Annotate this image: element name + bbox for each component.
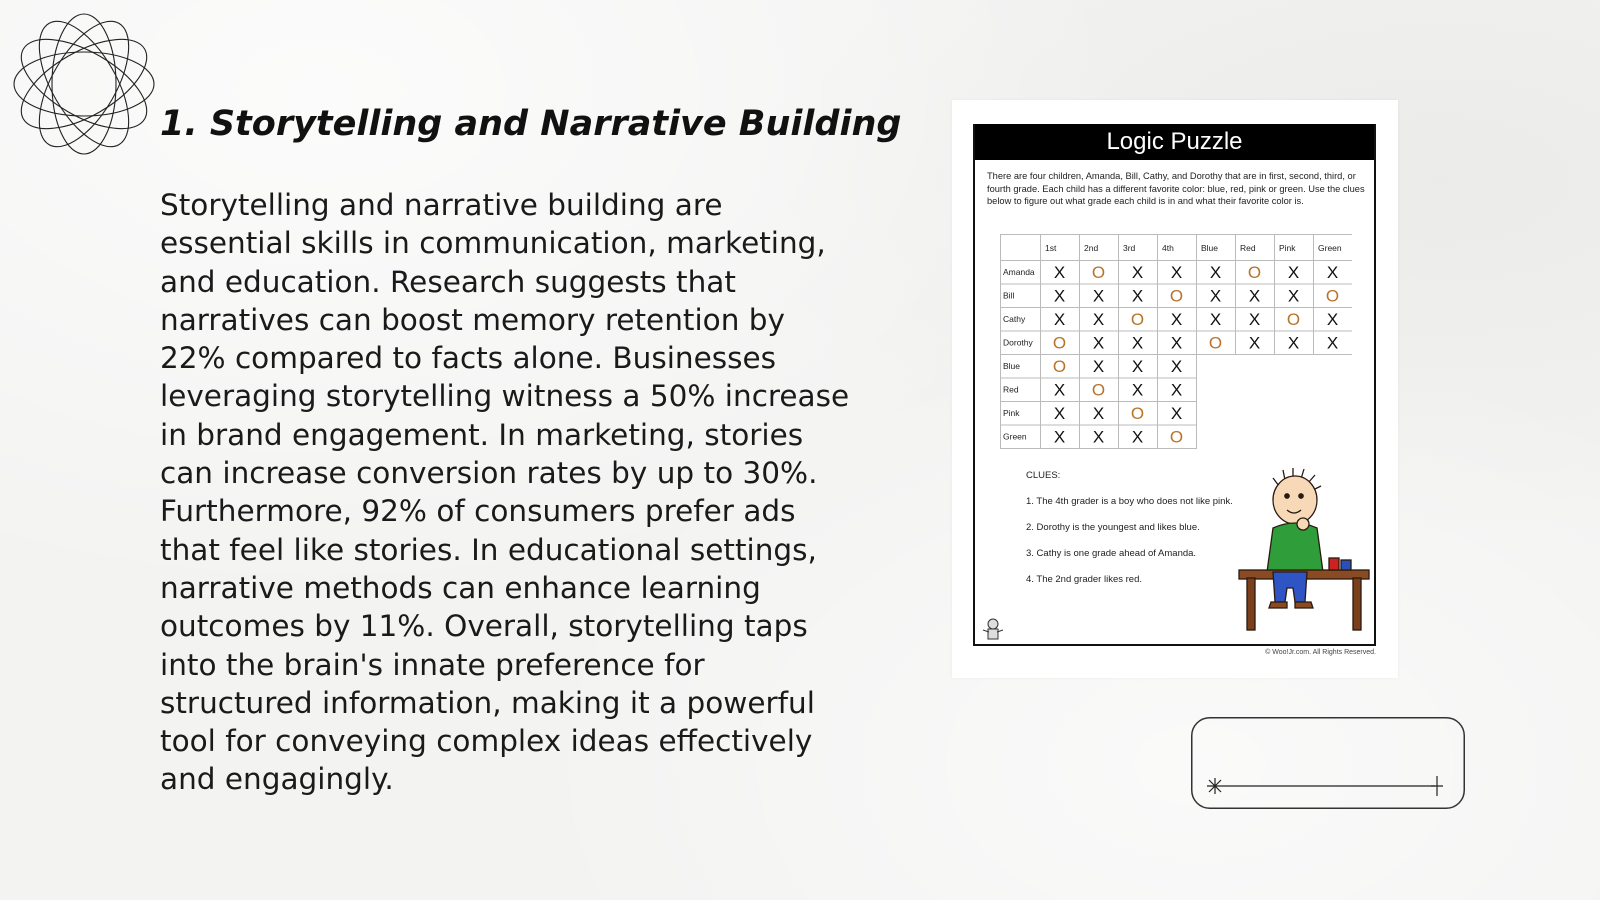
grid-mark-o: O <box>1169 286 1184 306</box>
grid-mark-x: X <box>1287 262 1300 282</box>
logic-puzzle-worksheet-image <box>952 100 1398 678</box>
grid-row-label: Blue <box>1003 361 1021 371</box>
grid-mark-o: O <box>1091 380 1106 400</box>
grid-mark-x: X <box>1092 427 1105 447</box>
grid-mark-x: X <box>1053 309 1066 329</box>
grid-mark-o: O <box>1130 309 1145 329</box>
grid-mark-o: O <box>1247 262 1262 282</box>
grid-mark-x: X <box>1170 333 1183 353</box>
clues-title: CLUES: <box>1026 470 1061 481</box>
grid-mark-o: O <box>1091 262 1106 282</box>
grid-mark-x: X <box>1092 403 1105 423</box>
grid-mark-x: X <box>1170 380 1183 400</box>
cartoon-child-at-desk-illustration <box>1237 464 1371 634</box>
grid-mark-o: O <box>1052 356 1067 376</box>
grid-mark-o: O <box>1169 427 1184 447</box>
star-point-icon <box>1431 776 1443 796</box>
grid-mark-x: X <box>1131 427 1144 447</box>
grid-column-header: 3rd <box>1123 243 1136 253</box>
grid-mark-x: X <box>1170 309 1183 329</box>
grid-mark-x: X <box>1131 286 1144 306</box>
grid-mark-x: X <box>1053 427 1066 447</box>
decorative-rounded-box <box>1191 717 1465 809</box>
grid-mark-o: O <box>1130 403 1145 423</box>
grid-mark-o: O <box>1208 333 1223 353</box>
grid-column-header: Green <box>1318 243 1342 253</box>
grid-mark-x: X <box>1287 286 1300 306</box>
slide-title: 1. Storytelling and Narrative Building <box>160 104 902 144</box>
grid-mark-x: X <box>1092 333 1105 353</box>
grid-row-label: Dorothy <box>1003 337 1033 348</box>
grid-column-header: Blue <box>1201 243 1219 253</box>
grid-mark-x: X <box>1131 356 1144 376</box>
small-mascot-icon <box>979 616 1007 644</box>
worksheet-border <box>973 124 1376 646</box>
grid-mark-o: O <box>1052 333 1067 353</box>
grid-mark-x: X <box>1170 262 1183 282</box>
grid-mark-x: X <box>1248 309 1261 329</box>
grid-mark-x: X <box>1170 356 1183 376</box>
grid-column-header: 4th <box>1162 243 1174 253</box>
grid-mark-x: X <box>1326 262 1339 282</box>
clue-item: 2. Dorothy is the youngest and likes blue. <box>1026 522 1200 533</box>
grid-mark-o: O <box>1286 309 1301 329</box>
grid-mark-x: X <box>1053 286 1066 306</box>
grid-mark-x: X <box>1053 380 1066 400</box>
slide-body-text: Storytelling and narrative building are essential skills in communication, marketing, and education. Research suggests that narratives can boost memory retention by 22% compared to facts alone. Businesses leveraging storytelling witness a 50% increase in brand engagement. In marketing, stories can increase conversion rates by up to 30%. Furthermore, 92% of consumers prefer ads that feel like stories. In educational settings, narrative methods can enhance learning outcomes by 11%. Overall, storytelling taps into the brain's innate preference for structured information, making it a powerful tool for conveying complex ideas effectively and engagingly. <box>160 188 850 797</box>
grid-column-header: Pink <box>1279 243 1296 253</box>
grid-mark-x: X <box>1092 309 1105 329</box>
grid-mark-x: X <box>1209 262 1222 282</box>
grid-mark-o: O <box>1325 286 1340 306</box>
grid-mark-x: X <box>1053 403 1066 423</box>
grid-mark-x: X <box>1131 333 1144 353</box>
grid-row-label: Cathy <box>1003 314 1026 324</box>
grid-mark-x: X <box>1326 333 1339 353</box>
worksheet-intro: There are four children, Amanda, Bill, Cathy, and Dorothy that are in first, second, third, or fourth grade. Each child has a different favorite color: blue, red, pink or green. Use the clues below to figure out what grade each child is in and what their favorite color is. <box>987 171 1365 206</box>
spirograph-logo-icon <box>10 10 158 158</box>
grid-row-label: Green <box>1003 431 1027 442</box>
grid-mark-x: X <box>1326 309 1339 329</box>
grid-mark-x: X <box>1248 333 1261 353</box>
grid-mark-x: X <box>1092 356 1105 376</box>
grid-mark-x: X <box>1170 403 1183 423</box>
grid-row-label: Pink <box>1003 408 1020 418</box>
grid-mark-x: X <box>1248 286 1261 306</box>
sparkle-icon <box>1207 778 1223 794</box>
grid-mark-x: X <box>1209 286 1222 306</box>
grid-column-header: 1st <box>1045 243 1057 253</box>
grid-row-label: Bill <box>1003 290 1015 301</box>
copyright-note: © Woo!Jr.com. All Rights Reserved. <box>1265 649 1376 656</box>
grid-row-label: Amanda <box>1003 267 1035 277</box>
grid-mark-x: X <box>1131 380 1144 400</box>
grid-mark-x: X <box>1209 309 1222 329</box>
grid-row-label: Red <box>1003 384 1019 395</box>
logic-grid <box>1000 234 1352 450</box>
worksheet-title: Logic Puzzle <box>975 124 1374 160</box>
grid-mark-x: X <box>1092 286 1105 306</box>
clue-item: 1. The 4th grader is a boy who does not like pink. <box>1026 496 1233 507</box>
grid-mark-x: X <box>1287 333 1300 353</box>
grid-column-header: 2nd <box>1084 243 1099 253</box>
clue-item: 3. Cathy is one grade ahead of Amanda. <box>1026 548 1197 559</box>
clue-item: 4. The 2nd grader likes red. <box>1026 574 1143 585</box>
grid-mark-x: X <box>1131 262 1144 282</box>
grid-column-header: Red <box>1240 243 1256 253</box>
grid-mark-x: X <box>1053 262 1066 282</box>
